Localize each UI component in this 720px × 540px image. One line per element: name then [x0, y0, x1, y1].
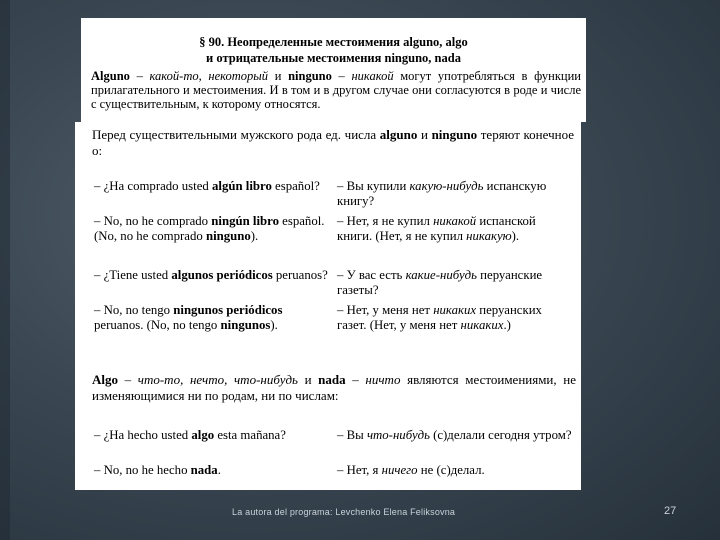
example-term: algún libro [211, 179, 272, 193]
example-text: peruanos. (No, no tengo [94, 317, 221, 332]
term-algo: Algo [92, 372, 118, 387]
rule-apocope [92, 127, 574, 159]
example-translation: никаких [433, 303, 477, 317]
example-spanish [94, 214, 331, 243]
term-alguno: Alguno [91, 69, 130, 83]
example-spanish [94, 303, 331, 332]
example-text: – ¿Ha comprado usted [94, 179, 212, 193]
example-text: ). [270, 317, 278, 332]
example-text: – Нет, я не купил [337, 214, 434, 228]
translation-nada: ничто [365, 372, 401, 387]
example-spanish [94, 463, 331, 478]
example-russian [337, 179, 574, 208]
example-text: перуанские газеты? [337, 268, 543, 297]
rule-text: Перед существительными мужского рода ед. числа [92, 127, 380, 142]
example-text: – Нет, у меня нет [337, 303, 434, 317]
example-term: nada [190, 463, 218, 477]
textbook-body-scan [75, 122, 581, 490]
example-text: – No, no he hecho [94, 463, 191, 477]
example-spanish [94, 428, 331, 443]
example-russian [337, 268, 574, 297]
example-term: ningunos periódicos [173, 303, 283, 317]
example-text: испанскую книгу? [337, 179, 547, 208]
example-translation: какую-нибудь [409, 179, 484, 193]
textbook-header-scan [81, 18, 586, 122]
slide-edge-bar [0, 0, 10, 540]
example-term: algunos periódicos [171, 268, 273, 282]
example-translation: никакой [433, 214, 477, 228]
rule-text: и [417, 127, 432, 142]
intro-paragraph [91, 70, 581, 111]
example-text: не (с)делал. [417, 463, 485, 477]
example-russian [337, 463, 574, 478]
example-text: ). [250, 228, 259, 243]
intro-text: – [129, 69, 150, 83]
example-translation: никакую [466, 228, 512, 243]
example-text: español? [271, 179, 320, 193]
example-text: esta mañana? [214, 428, 286, 442]
example-text: – У вас есть [337, 268, 406, 282]
section-title-line1: § 90. Неопределенные местоимения alguno, algo [199, 35, 468, 49]
example-text: – Нет, я [337, 463, 382, 477]
term-alguno: alguno [379, 127, 418, 142]
example-text: . [217, 463, 221, 477]
example-text: – ¿Ha hecho usted [94, 428, 192, 442]
translation-alguno: какой-то, некоторый [149, 69, 269, 83]
example-text: (с)делали сегодня утром? [429, 428, 572, 442]
example-text: – Вы [337, 428, 367, 442]
example-term: ningunos [220, 317, 271, 332]
example-text: – Вы купили [337, 179, 410, 193]
example-spanish [94, 179, 331, 194]
example-russian [337, 214, 574, 243]
example-term: algo [191, 428, 215, 442]
slide-page-number: 27 [664, 505, 677, 517]
example-term: ningún libro [211, 214, 279, 228]
example-text: español. (No, no he comprado [94, 214, 325, 243]
example-text: peruanos? [272, 268, 328, 282]
rule-text: являются местоимениями, не изменяющимися ни по родам, ни по числам: [92, 372, 577, 403]
example-translation: что-нибудь [366, 428, 430, 442]
section-title-line2: и отрицательные местоимения ninguno, nada [206, 51, 461, 65]
rule-algo-nada [92, 372, 576, 404]
term-ninguno: ninguno [288, 69, 332, 83]
example-text: – ¿Tiene usted [94, 268, 172, 282]
intro-text: могут употребляться в функции прилагательного и местоимения. И в том и в другом случае они согласуются в роде и числе с существительным, к которому относятся. [91, 69, 581, 111]
example-russian [337, 428, 574, 443]
example-translation: ничего [381, 463, 418, 477]
example-text: ). [511, 228, 520, 243]
intro-text: и [268, 69, 289, 83]
rule-text: теряют конечное о: [92, 127, 574, 158]
translation-algo: что-то, нечто, что-нибудь [137, 372, 298, 387]
example-russian [337, 303, 574, 332]
slide-footer-author: La autora del programa: Levchenko Elena Feliksovna [232, 507, 456, 517]
intro-text: – [331, 69, 352, 83]
example-term: ninguno [205, 228, 251, 243]
example-text: перуанских газет. (Нет, у меня нет [337, 303, 542, 332]
rule-text: – [345, 372, 366, 387]
example-text: – No, no he comprado [94, 214, 212, 228]
example-translation: никаких [460, 317, 504, 332]
example-text: .) [503, 317, 511, 332]
example-spanish [94, 268, 331, 283]
example-text: испанской книги. (Нет, я не купил [337, 214, 536, 243]
term-ninguno: ninguno [431, 127, 478, 142]
term-nada: nada [318, 372, 346, 387]
example-text: – No, no tengo [94, 303, 174, 317]
rule-text: – [118, 372, 138, 387]
example-translation: какие-нибудь [405, 268, 477, 282]
rule-text: и [297, 372, 319, 387]
translation-ninguno: никакой [351, 69, 394, 83]
